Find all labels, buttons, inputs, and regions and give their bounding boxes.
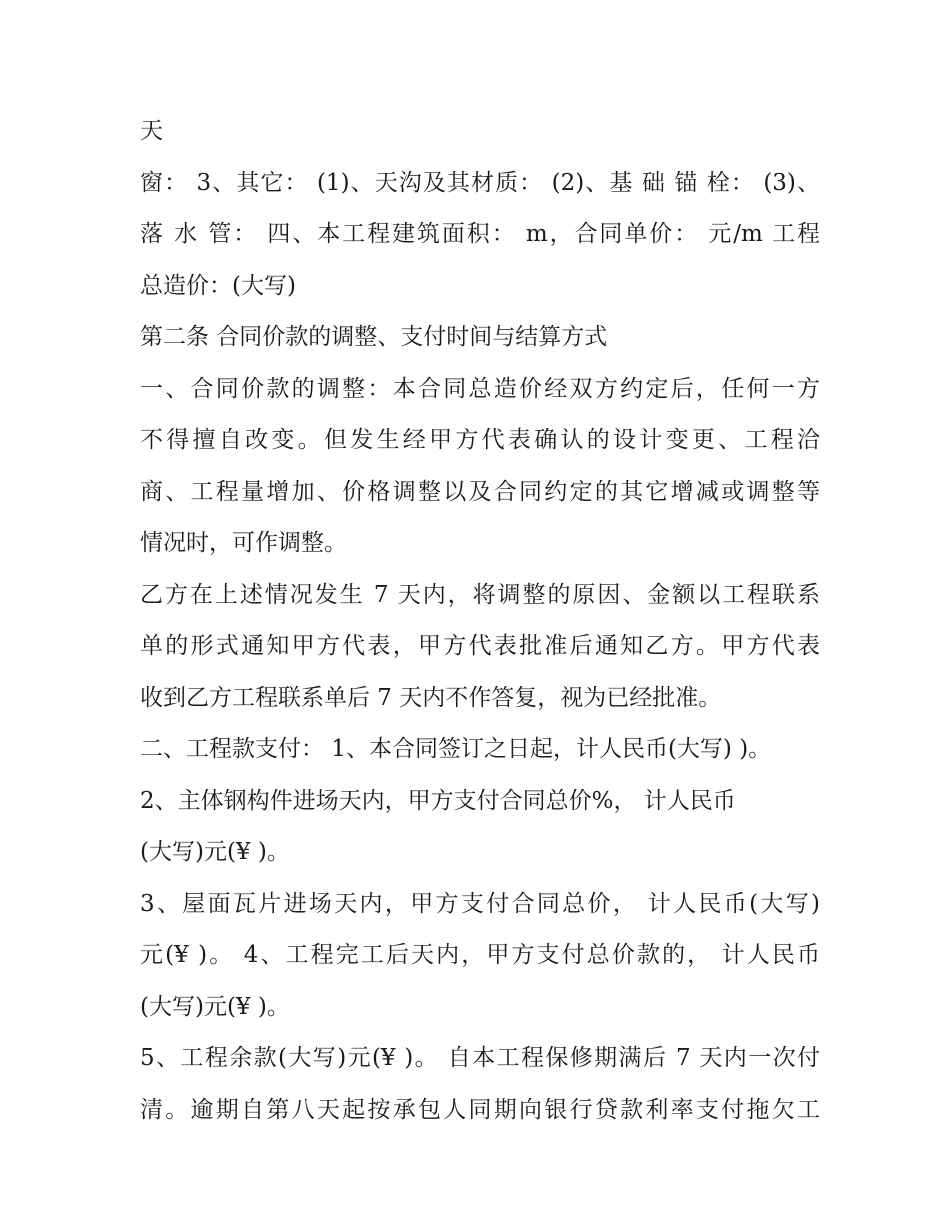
- text-line: 二、工程款支付： 1、本合同签订之日起，计人民币(大写) )。: [140, 736, 772, 762]
- text-line: 乙方在上述情况发生 7 天内，将调整的原因、金额以工程联系: [140, 581, 820, 608]
- text-line: (大写)元(¥ )。: [140, 839, 290, 865]
- text-line: 清。逾期自第八天起按承包人同期向银行贷款利率支付拖欠工: [140, 1096, 820, 1123]
- document-page: [140, 108, 820, 1138]
- text-line: 天: [140, 118, 163, 144]
- text-line: 总造价：(大写): [140, 272, 296, 299]
- text-line: 3、屋面瓦片进场天内，甲方支付合同总价， 计人民币(大写): [140, 890, 820, 917]
- text-line: 窗： 3、其它： (1)、天沟及其材质： (2)、基 础 锚 栓： (3)、: [140, 169, 820, 196]
- section-heading: 第二条 合同价款的调整、支付时间与结算方式: [140, 324, 608, 350]
- text-line: (大写)元(¥ )。: [140, 993, 290, 1020]
- text-line: 一、合同价款的调整：本合同总造价经双方约定后，任何一方: [140, 375, 820, 402]
- text-line: 不得擅自改变。但发生经甲方代表确认的设计变更、工程洽: [140, 427, 820, 453]
- text-line: 收到乙方工程联系单后 7 天内不作答复，视为已经批准。: [140, 684, 722, 711]
- text-line: 单的形式通知甲方代表，甲方代表批准后通知乙方。甲方代表: [140, 633, 820, 659]
- text-line: 5、工程余款(大写)元(¥ )。 自本工程保修期满后 7 天内一次付: [140, 1045, 820, 1071]
- text-line: 落 水 管： 四、本工程建筑面积： m，合同单价： 元/m 工程: [140, 221, 821, 247]
- text-line: 情况时，可作调整。: [140, 530, 347, 556]
- text-line: 商、工程量增加、价格调整以及合同约定的其它增减或调整等: [140, 478, 820, 505]
- text-line: 元(¥ )。 4、工程完工后天内，甲方支付总价款的， 计人民币: [140, 942, 820, 968]
- text-line: 2、主体钢构件进场天内，甲方支付合同总价%， 计人民币: [140, 787, 736, 814]
